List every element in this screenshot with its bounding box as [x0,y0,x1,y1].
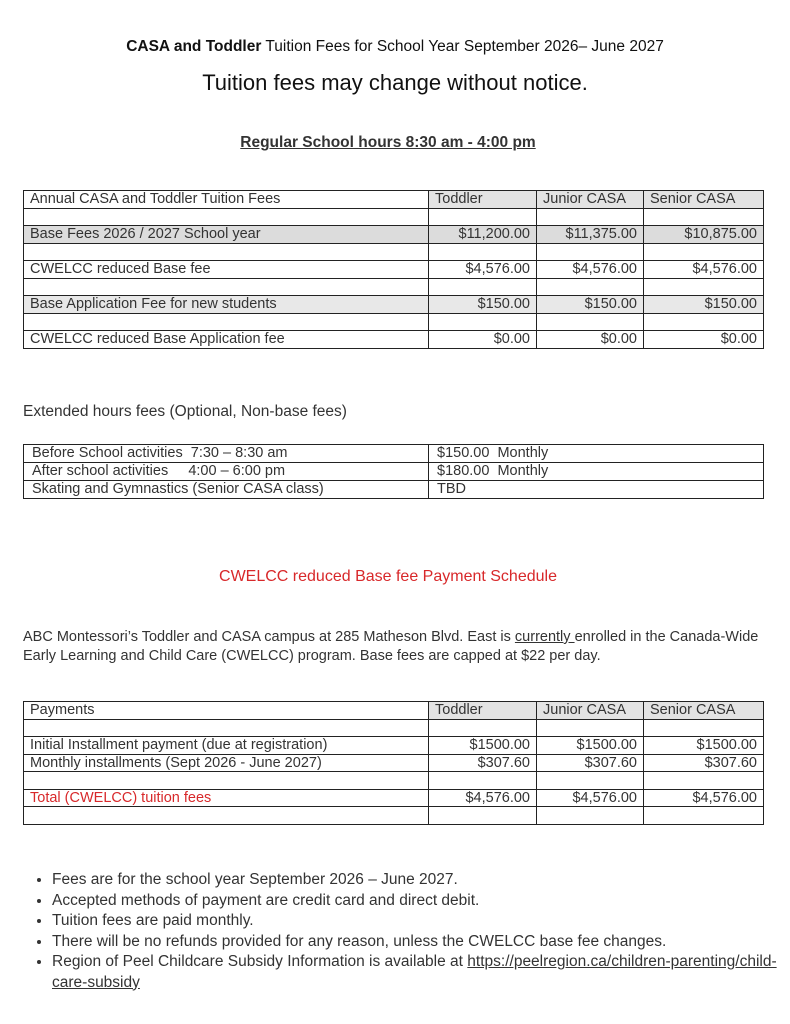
payment-schedule-heading: CWELCC reduced Base fee Payment Schedule [219,568,557,585]
column-header: Junior CASA [537,191,644,209]
subsidy-link[interactable]: https://peelregion.ca/children-parenting/child-care-subsidy [52,953,777,991]
table-row [24,754,764,772]
row-label: After school activities 4:00 – 6:00 pm [24,463,429,481]
empty-cell [24,313,429,331]
cwelcc-paragraph [23,628,773,666]
empty-cell [644,719,764,737]
spacer-row [24,313,764,331]
table-row [24,296,764,314]
title-rest: Tuition Fees for School Year September 2026– June 2027 [261,38,664,55]
cell-value: $180.00 Monthly [429,463,764,481]
column-header: Payments [24,702,429,720]
cell-value: TBD [429,481,764,499]
empty-cell [537,243,644,261]
cell-value: $4,576.00 [429,261,537,279]
para-text: ABC Montessori’s Toddler and CASA campus at 285 Matheson Blvd. East is [23,629,515,645]
empty-cell [429,278,537,296]
cell-value: $11,200.00 [429,226,537,244]
empty-cell [537,313,644,331]
spacer-row [24,243,764,261]
column-header: Senior CASA [644,702,764,720]
empty-cell [644,313,764,331]
cell-value: $1500.00 [644,737,764,755]
empty-cell [429,243,537,261]
list-item-text: Region of Peel Childcare Subsidy Information is available at [52,953,468,970]
empty-cell [537,807,644,825]
regular-hours-heading: Regular School hours 8:30 am - 4:00 pm [240,134,536,151]
empty-cell [537,719,644,737]
cell-value: $150.00 Monthly [429,445,764,463]
list-item: • Fees are for the school year September 2026 – June 2027. [52,870,790,891]
cell-value: $11,375.00 [537,226,644,244]
empty-cell [644,772,764,790]
cell-value: $307.60 [537,754,644,772]
cell-value: $0.00 [537,331,644,349]
cell-value: $4,576.00 [537,261,644,279]
list-item: • Accepted methods of payment are credit card and direct debit. [52,891,790,912]
document-title [0,38,790,56]
empty-cell [537,208,644,226]
annual-fees-table [23,190,764,349]
cell-value: $1500.00 [429,737,537,755]
empty-cell [429,208,537,226]
cell-value: $4,576.00 [537,789,644,807]
cell-value: $307.60 [644,754,764,772]
empty-cell [24,208,429,226]
column-header: Toddler [429,191,537,209]
notice-subtitle: Tuition fees may change without notice. [202,70,588,95]
spacer-row [24,719,764,737]
row-label: Base Fees 2026 / 2027 School year [24,226,429,244]
empty-cell [24,278,429,296]
row-label: Total (CWELCC) tuition fees [24,789,429,807]
empty-cell [24,772,429,790]
column-header: Annual CASA and Toddler Tuition Fees [24,191,429,209]
para-text: enrolled in the Canada-Wide Early Learning and Child Care (CWELCC) program. Base fees are capped at $22 per day. [23,629,759,664]
table-row [24,737,764,755]
row-label: Before School activities 7:30 – 8:30 am [24,445,429,463]
cell-value: $150.00 [537,296,644,314]
empty-cell [644,807,764,825]
cell-value: $0.00 [429,331,537,349]
empty-cell [429,772,537,790]
extended-hours-table [23,444,764,499]
cell-value: $150.00 [429,296,537,314]
empty-cell [429,807,537,825]
row-label: CWELCC reduced Base Application fee [24,331,429,349]
extended-hours-heading: Extended hours fees (Optional, Non-base fees) [23,403,347,420]
empty-cell [644,208,764,226]
notes-list [23,870,790,993]
empty-cell [644,243,764,261]
payment-schedule-table [23,701,764,825]
table-row [24,226,764,244]
spacer-row [24,807,764,825]
table-header-row [24,191,764,209]
cell-value: $1500.00 [537,737,644,755]
table-row [24,445,764,463]
cell-value: $10,875.00 [644,226,764,244]
row-label: Monthly installments (Sept 2026 - June 2027) [24,754,429,772]
list-item [52,952,790,993]
empty-cell [24,719,429,737]
column-header: Senior CASA [644,191,764,209]
spacer-row [24,208,764,226]
para-underlined: currently [514,629,575,645]
cell-value: $150.00 [644,296,764,314]
total-row [24,789,764,807]
empty-cell [24,807,429,825]
empty-cell [537,278,644,296]
column-header: Junior CASA [537,702,644,720]
cell-value: $4,576.00 [429,789,537,807]
list-item: • Tuition fees are paid monthly. [52,911,790,932]
row-label: Initial Installment payment (due at registration) [24,737,429,755]
cell-value: $307.60 [429,754,537,772]
table-header-row [24,702,764,720]
table-row [24,463,764,481]
spacer-row [24,278,764,296]
table-row [24,331,764,349]
cell-value: $0.00 [644,331,764,349]
table-row [24,481,764,499]
row-label: Base Application Fee for new students [24,296,429,314]
spacer-row [24,772,764,790]
row-label: Skating and Gymnastics (Senior CASA class) [24,481,429,499]
cell-value: $4,576.00 [644,789,764,807]
list-item: • There will be no refunds provided for any reason, unless the CWELCC base fee changes. [52,932,790,953]
title-bold: CASA and Toddler [126,38,262,55]
column-header: Toddler [429,702,537,720]
table-row [24,261,764,279]
row-label: CWELCC reduced Base fee [24,261,429,279]
empty-cell [24,243,429,261]
empty-cell [429,719,537,737]
empty-cell [644,278,764,296]
empty-cell [429,313,537,331]
empty-cell [537,772,644,790]
cell-value: $4,576.00 [644,261,764,279]
